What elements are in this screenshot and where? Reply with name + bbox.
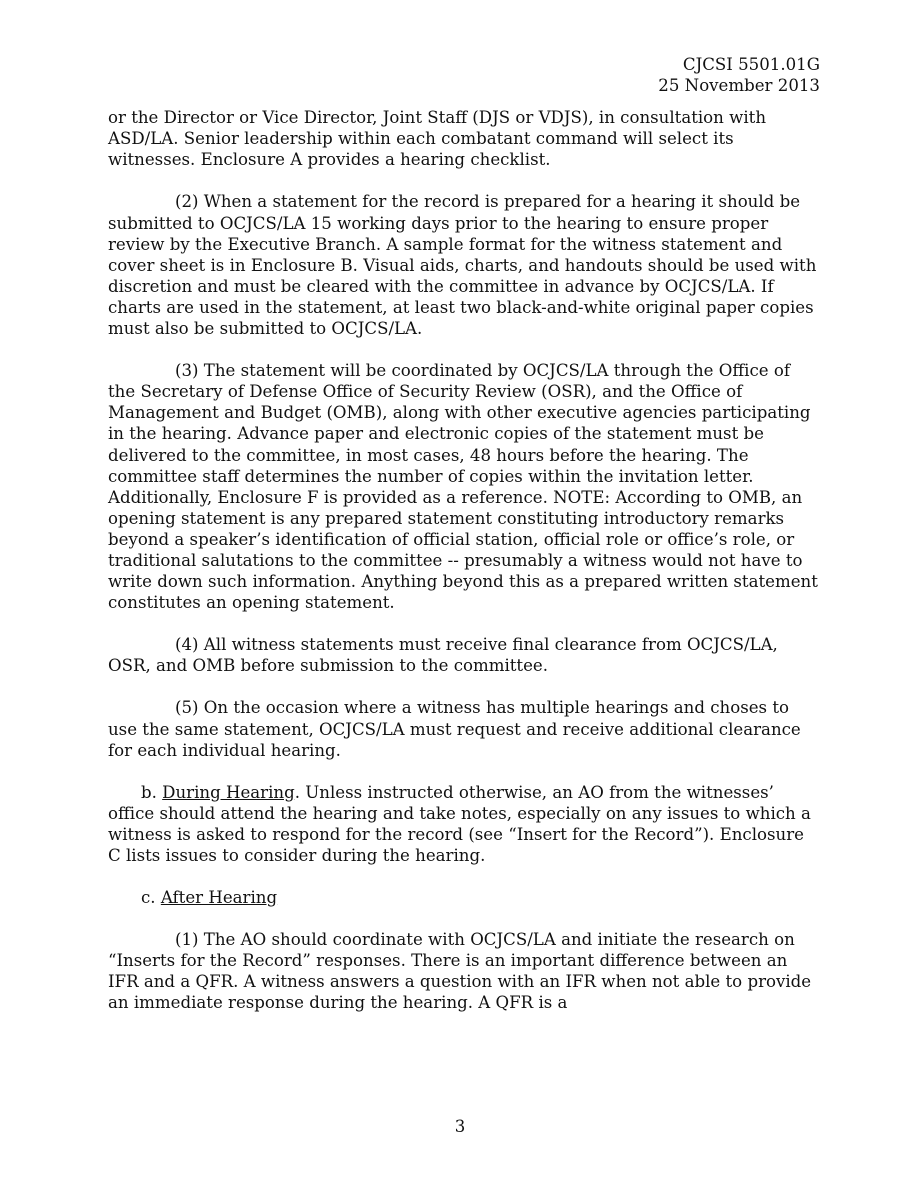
paragraph-c1: (1) The AO should coordinate with OCJCS/LA and initiate the research on “Inserts for the Record” responses. There is an important difference between an IFR and a QFR. A witness answers a question with an IFR when not able to provide an immediate response during the hearing. A QFR is a xyxy=(108,930,812,1013)
paragraph-b xyxy=(108,782,820,866)
paragraph-a3: (3) The statement will be coordinated by OCJCS/LA through the Office of the Secretary of Defense Office of Security Review (OSR), and the Office of Management and Budget (OMB), along with other executive agencies participating in the hearing. Advance paper and electronic copies of the statement must be delivered to the committee, in most cases, 48 hours before the hearing. The committee staff determines the number of copies within the invitation letter. Additionally, Enclosure F is provided as a reference. NOTE: According to OMB, an opening statement is any prepared statement constituting introductory remarks beyond a speaker’s identification of official station, official role or office’s role, or traditional salutations to the committee -- presumably a witness would not have to write down such information. Anything beyond this as a prepared written statement constitutes an opening statement. xyxy=(108,361,818,613)
paragraph-b-prefix: b. xyxy=(141,782,163,802)
document-id: CJCSI 5501.01G xyxy=(682,55,820,74)
document-date: 25 November 2013 xyxy=(658,76,820,96)
document-header xyxy=(108,54,820,96)
page-number: 3 xyxy=(454,1117,466,1136)
section-heading-after-hearing: After Hearing xyxy=(160,888,278,908)
paragraph-c xyxy=(108,887,820,908)
paragraph-continued: or the Director or Vice Director, Joint Staff (DJS or VDJS), in consultation with ASD/LA. Senior leadership within each combatant command will select its witnesses. Enclosure A provides a hearing checklist. xyxy=(108,108,767,170)
document-page xyxy=(108,54,820,1035)
paragraph-b-body: . Unless instructed otherwise, an AO from the witnesses’ office should attend the hearing and take notes, especially on any issues to which a witness is asked to respond for the record (see “Insert for the Record”). Enclosure C lists issues to consider during the hearing. xyxy=(108,782,811,865)
section-heading-during-hearing: During Hearing xyxy=(162,782,295,802)
paragraph-a4: (4) All witness statements must receive final clearance from OCJCS/LA, OSR, and OMB before submission to the committee. xyxy=(108,635,778,676)
paragraph-a5: (5) On the occasion where a witness has multiple hearings and choses to use the same statement, OCJCS/LA must request and receive additional clearance for each individual hearing. xyxy=(108,698,801,760)
paragraph-a2: (2) When a statement for the record is prepared for a hearing it should be submitted to OCJCS/LA 15 working days prior to the hearing to ensure proper review by the Executive Branch. A sample format for the witness statement and cover sheet is in Enclosure B. Visual aids, charts, and handouts should be used with discretion and must be cleared with the committee in advance by OCJCS/LA. If charts are used in the statement, at least two black-and-white original paper copies must also be submitted to OCJCS/LA. xyxy=(108,192,817,339)
paragraph-c-prefix: c. xyxy=(141,888,161,908)
